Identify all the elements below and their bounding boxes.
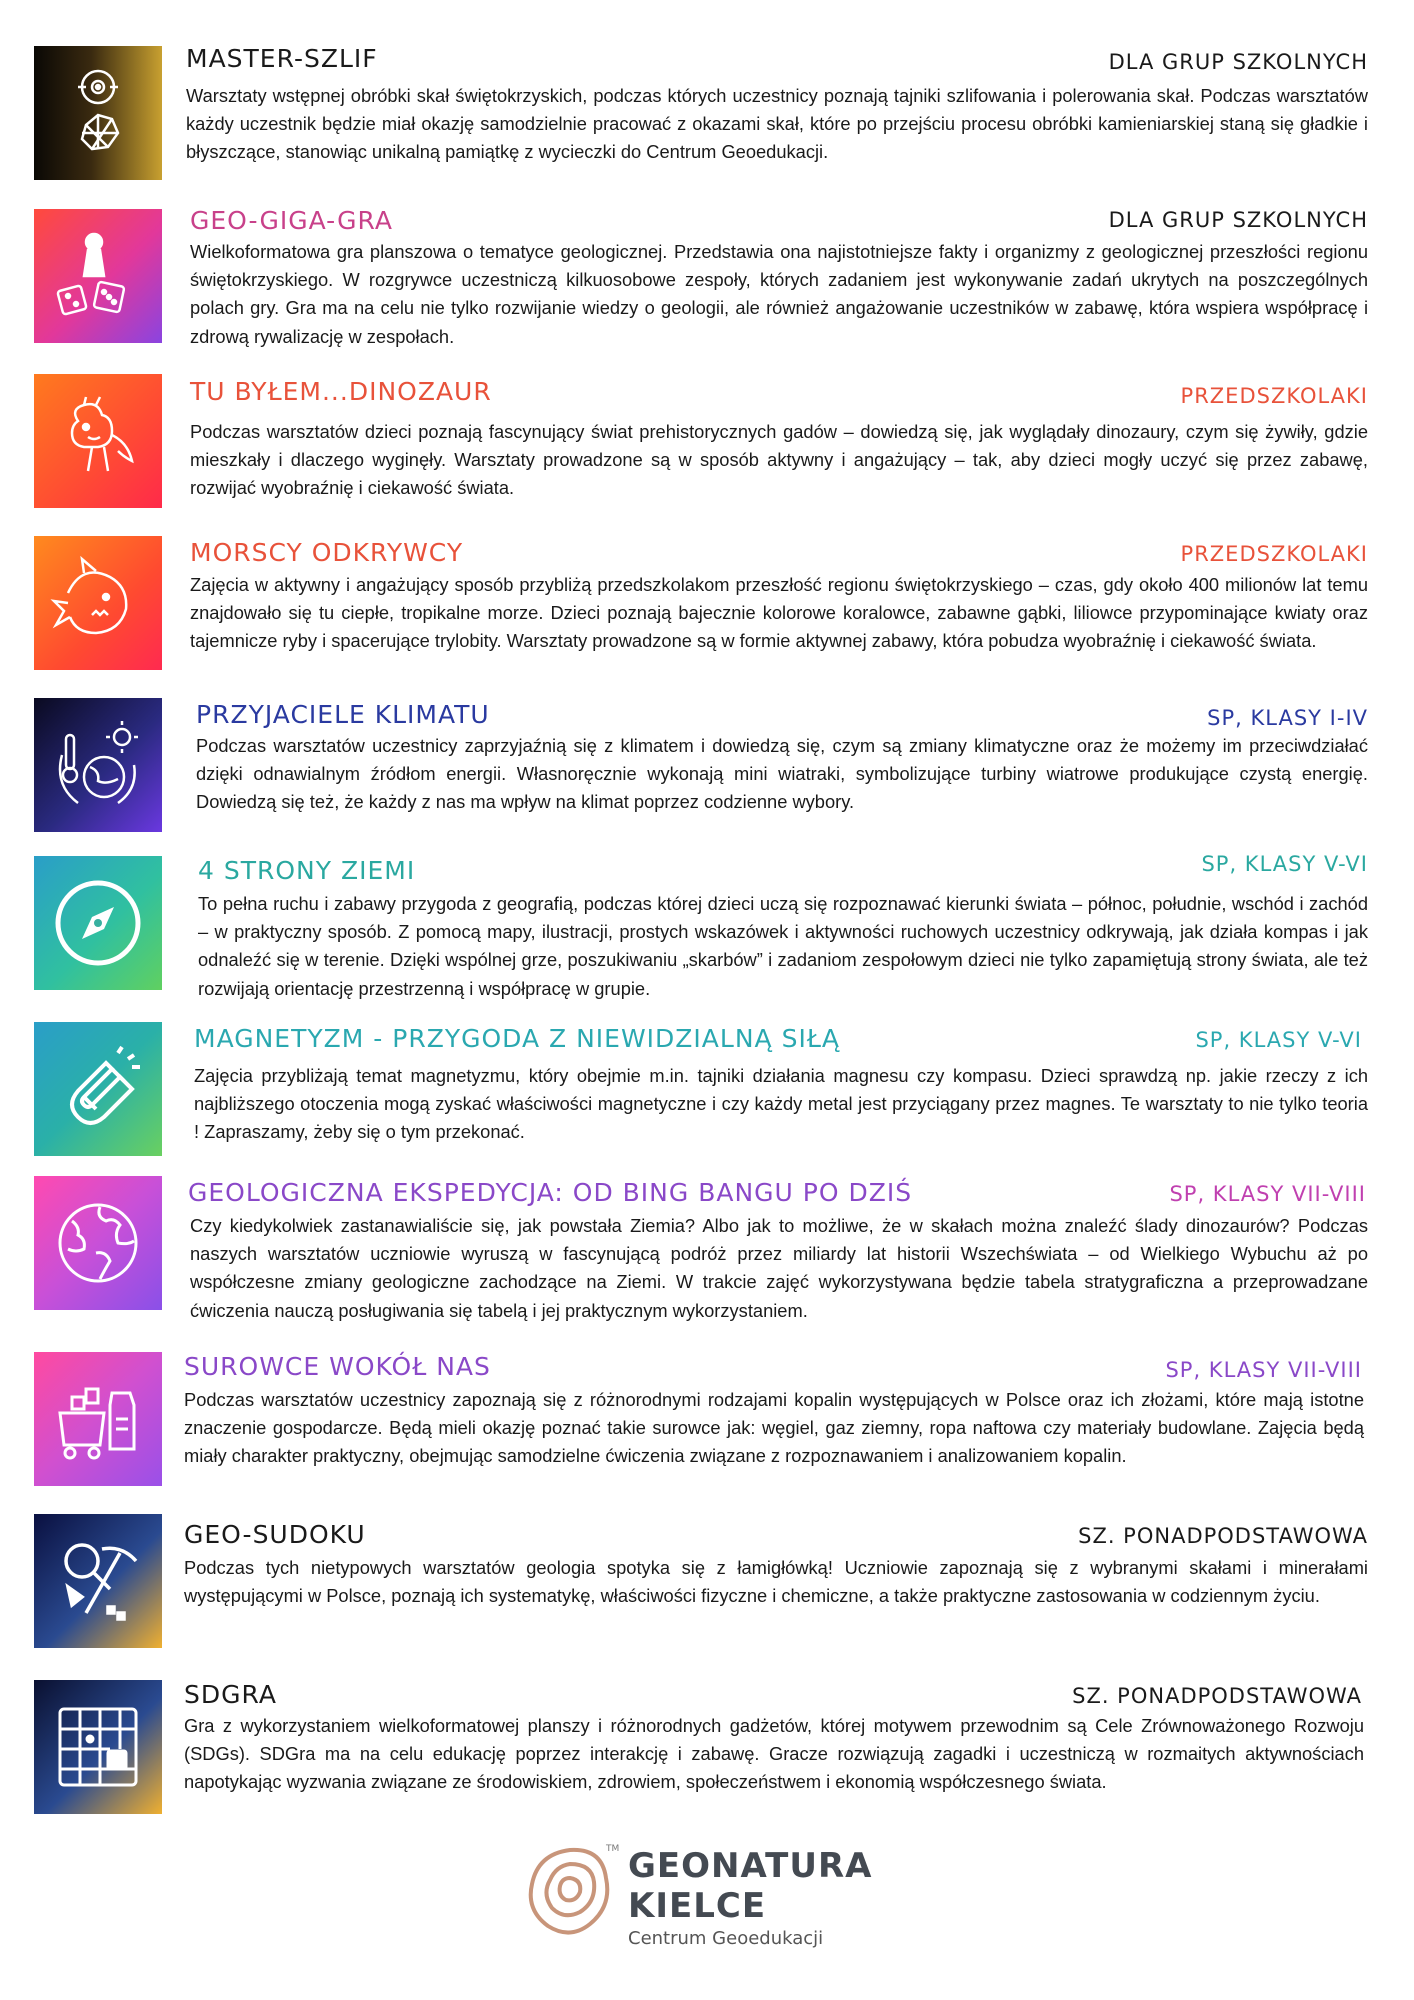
workshop-description: To pełna ruchu i zabawy przygoda z geografią, podczas której dzieci uczą się rozpoznawać kierunki świata – północ, południe, wschód i zachód – w praktyczny sposób. Z pomocą mapy, ilustracji, prostych wskazówek i aktywności ruchowych uczestnicy odkrywają, jak działa kompas i jak odnaleźć się w terenie. Dzięki wspólnej grze, poszukiwaniu „skarbów” i zadaniom zespołowym dzieci nie tylko zapamiętują strony świata, ale też rozwijają orientację przestrzenną i współpracę w grupie.	[198, 893, 1368, 999]
workshop-audience: SP, KLASY V-VI	[1195, 1028, 1362, 1052]
workshop-audience: DLA GRUP SZKOLNYCH	[1108, 50, 1368, 74]
workshop-description: Podczas tych nietypowych warsztatów geologia spotyka się z łamigłówką! Uczniowie zapoznają się z wybranymi skałami i minerałami występującymi w Polsce, poznają ich systematykę, właściwości fizyczne i chemiczne, a także praktyczne zastosowania w codziennym życiu.	[184, 1557, 1368, 1607]
workshop-audience: SP, KLASY VII-VIII	[1169, 1182, 1366, 1206]
geonatura-logo-mark	[520, 1840, 620, 1950]
workshop-description: Podczas warsztatów uczestnicy zapoznają się z różnorodnymi rodzajami kopalin występujących w Polsce oraz ich złożami, które mają istotne znaczenie gospodarcze. Będą mieli okazję poznać takie surowce jak: węgiel, gaz ziemny, ropa naftowa czy materiały budowlane. Zajęcia będą miały charakter praktyczny, obejmując samodzielne ćwiczenia związane z rozpoznawaniem i analizowaniem kopalin.	[184, 1389, 1364, 1467]
workshop-description: Podczas warsztatów dzieci poznają fascynujący świat prehistorycznych gadów – dowiedzą się, jak wyglądały dinozaury, czym się żywiły, gdzie mieszkały i dlaczego wyginęły. Warsztaty prowadzone są w sposób aktywny i angażujący – tak, aby dzieci mogły uczyć się przez zabawę, rozwijać wyobraźnię i ciekawość świata.	[190, 421, 1368, 499]
workshop-icon-tile	[34, 1022, 162, 1156]
workshop-description: Warsztaty wstępnej obróbki skał świętokrzyskich, podczas których uczestnicy poznają tajniki szlifowania i polerowania skał. Podczas warsztatów każdy uczestnik będzie miał okazję samodzielnie pracować z okazami skał, które po przejściu procesu obróbki kamieniarskiej staną się gładkie i błyszczące, stanowiąc unikalną pamiątkę z wycieczki do Centrum Geoedukacji.	[186, 85, 1368, 163]
magnet-icon	[48, 1039, 148, 1139]
workshop-icon-tile	[34, 1352, 162, 1486]
logo-tm: TM	[606, 1844, 620, 1854]
shark-icon	[48, 553, 148, 653]
workshop-title: MORSCY ODKRYWCY	[190, 538, 464, 567]
climate-globe-icon	[48, 715, 148, 815]
pickaxe-magnifier-icon	[48, 1531, 148, 1631]
workshop-title: SDGRA	[184, 1680, 277, 1709]
workshop-icon-tile	[34, 1176, 162, 1310]
compass-icon	[48, 873, 148, 973]
workshop-audience: SZ. PONADPODSTAWOWA	[1072, 1684, 1362, 1708]
logo-name-line2: KIELCE	[628, 1886, 767, 1926]
workshop-title: MASTER-SZLIF	[186, 44, 378, 73]
raw-materials-cart-icon	[48, 1369, 148, 1469]
workshop-icon-tile	[34, 374, 162, 508]
workshop-title: GEO-SUDOKU	[184, 1520, 366, 1549]
workshop-description: Zajęcia przybliżają temat magnetyzmu, który obejmie m.in. tajniki działania magnesu czy kompasu. Dzieci sprawdzą np. jakie rzeczy z ich najbliższego otoczenia mogą zyskać właściwości magnetyczne i czy każdy metal jest przyciągany przez magnes. Te warsztaty to nie tylko teoria ! Zapraszamy, żeby się o tym przekonać.	[194, 1065, 1368, 1143]
workshop-description: Czy kiedykolwiek zastanawialiście się, jak powstała Ziemia? Albo jak to możliwe, że w skałach można znaleźć ślady dinozaurów? Podczas naszych warsztatów uczniowie wyruszą w fascynującą podróż przez miliardy lat historii Wszechświata – od Wielkiego Wybuchu aż po współczesne zmiany geologiczne zachodzące na Ziemi. W trakcie zajęć wykorzystywana będzie tabela stratygraficzna a przeprowadzane ćwiczenia nauczą posługiwania się tabelą i jej praktycznym wykorzystaniem.	[190, 1215, 1368, 1321]
workshop-title: TU BYŁEM...DINOZAUR	[190, 377, 492, 406]
workshop-description: Podczas warsztatów uczestnicy zaprzyjaźnią się z klimatem i dowiedzą się, czym są zmiany klimatyczne oraz że możemy im przeciwdziałać dzięki odnawialnym źródłom energii. Własnoręcznie wykonają mini wiatraki, symbolizujące turbiny wiatrowe produkujące czystą energię. Dowiedzą się też, że każdy z nas ma wpływ na klimat poprzez codzienne wybory.	[196, 735, 1368, 813]
geonatura-logo	[520, 1840, 900, 1950]
workshop-audience: SP, KLASY V-VI	[1201, 852, 1368, 876]
workshop-audience: SZ. PONADPODSTAWOWA	[1078, 1524, 1368, 1548]
workshop-title: SUROWCE WOKÓŁ NAS	[184, 1352, 491, 1381]
board-game-grid-icon	[48, 1697, 148, 1797]
workshop-audience: SP, KLASY I-IV	[1207, 706, 1368, 730]
logo-subtitle: Centrum Geoedukacji	[628, 1928, 824, 1949]
workshop-audience: PRZEDSZKOLAKI	[1180, 384, 1368, 408]
workshop-title: GEO-GIGA-GRA	[190, 206, 393, 235]
workshop-icon-tile	[34, 46, 162, 180]
workshop-description: Gra z wykorzystaniem wielkoformatowej planszy i różnorodnych gadżetów, której motywem przewodnim są Cele Zrównoważonego Rozwoju (SDGs). SDGra ma na celu edukację poprzez interakcję i zabawę. Gracze rozwiązują zagadki i uczestniczą w rozmaitych aktywnościach napotykając wyzwania związane ze środowiskiem, zdrowiem, społeczeństwem i ekonomią współczesnego świata.	[184, 1715, 1364, 1793]
workshop-icon-tile	[34, 1680, 162, 1814]
workshop-audience: PRZEDSZKOLAKI	[1180, 542, 1368, 566]
workshop-icon-tile	[34, 698, 162, 832]
logo-name-line1: GEONATURA	[628, 1846, 873, 1886]
board-game-pawn-dice-icon	[48, 226, 148, 326]
workshop-audience: DLA GRUP SZKOLNYCH	[1108, 208, 1368, 232]
gem-polishing-icon	[48, 63, 148, 163]
workshop-icon-tile	[34, 536, 162, 670]
workshop-title: 4 STRONY ZIEMI	[198, 856, 416, 885]
workshop-icon-tile	[34, 1514, 162, 1648]
earth-globe-icon	[48, 1193, 148, 1293]
workshop-title: GEOLOGICZNA EKSPEDYCJA: OD BING BANGU PO DZIŚ	[188, 1178, 913, 1207]
workshop-audience: SP, KLASY VII-VIII	[1165, 1358, 1362, 1382]
workshop-title: MAGNETYZM - PRZYGODA Z NIEWIDZIALNĄ SIŁĄ	[194, 1024, 840, 1053]
dinosaur-icon	[48, 391, 148, 491]
workshop-icon-tile	[34, 856, 162, 990]
workshop-icon-tile	[34, 209, 162, 343]
workshop-title: PRZYJACIELE KLIMATU	[196, 700, 490, 729]
workshop-description: Zajęcia w aktywny i angażujący sposób przybliżą przedszkolakom przeszłość regionu świętokrzyskiego – czas, gdy około 400 milionów lat temu znajdowało się tu ciepłe, tropikalne morze. Dzieci poznają bajecznie kolorowe koralowce, zabawne gąbki, liliowce przypominające kwiaty oraz tajemnicze ryby i spacerujące trylobity. Warsztaty prowadzone są w formie aktywnej zabawy, która pobudza wyobraźnię i ciekawość świata.	[190, 574, 1368, 652]
workshop-description: Wielkoformatowa gra planszowa o tematyce geologicznej. Przedstawia ona najistotniejsze fakty i organizmy z geologicznej przeszłości regionu świętokrzyskiego. W rozgrywce uczestniczą kilkuosobowe zespoły, których zadaniem jest wykonywanie zadań ukrytych na poszczególnych polach gry. Gra ma na celu nie tylko rozwijanie wiedzy o geologii, ale również angażowanie uczestników w zabawę, która wspiera współpracę i zdrową rywalizację w zespołach.	[190, 241, 1368, 347]
